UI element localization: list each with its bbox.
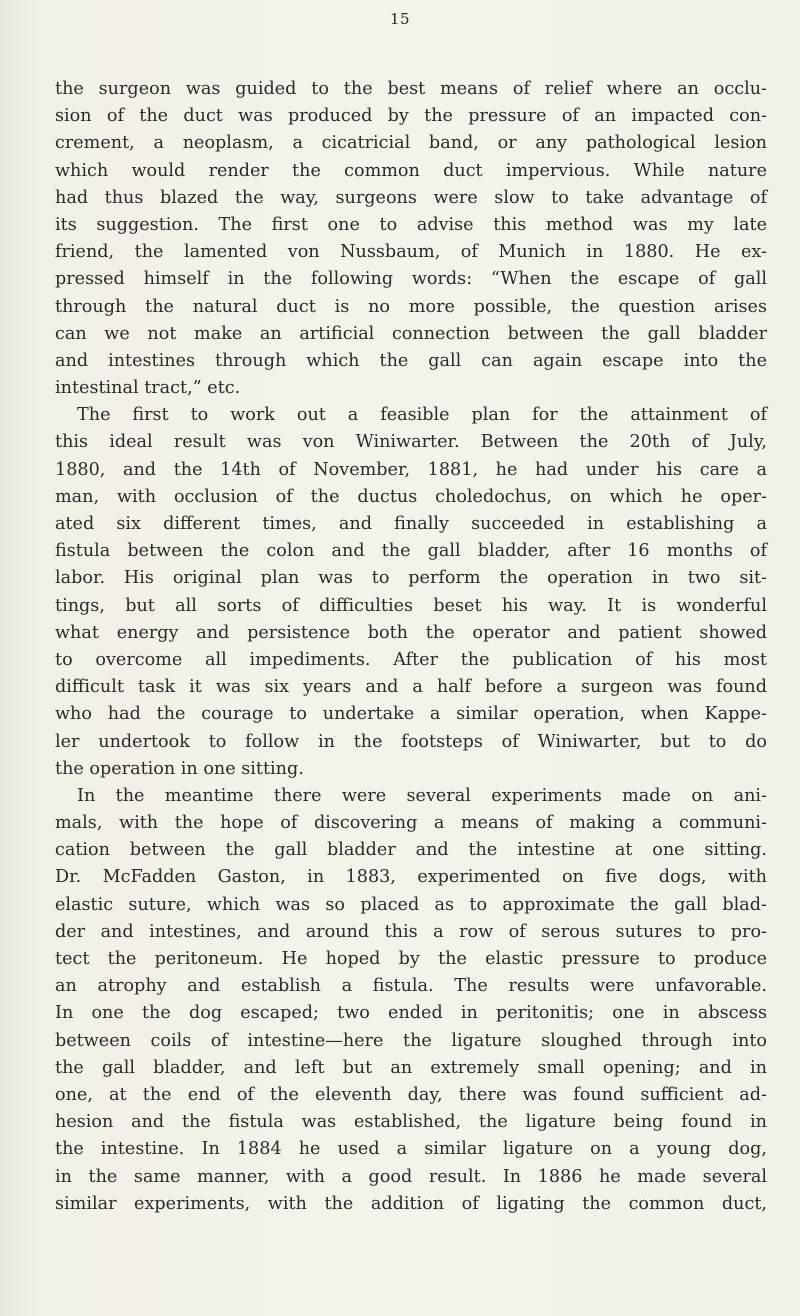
text-line: which would render the common duct impervious. While nature bbox=[55, 160, 767, 181]
text-line: friend, the lamented von Nussbaum, of Munich in 1880. He ex- bbox=[55, 242, 767, 263]
text-line: cation between the gall bladder and the intestine at one sitting. bbox=[55, 840, 767, 861]
text-line: through the natural duct is no more possible, the question arises bbox=[55, 296, 767, 317]
text-line: to overcome all impediments. After the publication of his most bbox=[55, 649, 767, 670]
text-line: intestinal tract,” etc. bbox=[55, 378, 241, 399]
text-line: Dr. McFadden Gaston, in 1883, experimented on five dogs, with bbox=[55, 867, 767, 888]
text-line: hesion and the fistula was established, the ligature being found in bbox=[55, 1112, 767, 1133]
text-line: had thus blazed the way, surgeons were slow to take advantage of bbox=[55, 187, 767, 208]
text-line: In one the dog escaped; two ended in peritonitis; one in abscess bbox=[55, 1003, 767, 1024]
text-line: sion of the duct was produced by the pressure of an impacted con- bbox=[55, 106, 767, 127]
text-line: between coils of intestine—here the ligature sloughed through into bbox=[55, 1030, 767, 1051]
text-line: and intestines through which the gall can again escape into the bbox=[55, 350, 767, 371]
text-line: what energy and persistence both the operator and patient showed bbox=[55, 622, 767, 643]
text-line: labor. His original plan was to perform the operation in two sit- bbox=[55, 568, 767, 589]
text-line: the gall bladder, and left but an extremely small opening; and in bbox=[55, 1057, 767, 1078]
text-line: ated six different times, and finally succeeded in establishing a bbox=[55, 514, 767, 534]
text-line: its suggestion. The first one to advise this method was my late bbox=[55, 214, 767, 235]
text-line: one, at the end of the eleventh day, there was found sufficient ad- bbox=[55, 1084, 767, 1105]
text-line: the surgeon was guided to the best means of relief where an occlu- bbox=[55, 79, 767, 99]
text-line: man, with occlusion of the ductus choledochus, on which he oper- bbox=[55, 486, 767, 507]
text-line: der and intestines, and around this a row of serous sutures to pro- bbox=[55, 921, 767, 942]
page-number: 15 bbox=[389, 10, 411, 28]
text-line: can we not make an artificial connection between the gall bladder bbox=[55, 323, 767, 344]
text-line: mals, with the hope of discovering a means of making a communi- bbox=[55, 813, 767, 834]
body-text bbox=[55, 76, 767, 1218]
text-line: who had the courage to undertake a similar operation, when Kappe- bbox=[55, 704, 767, 725]
text-line: this ideal result was von Winiwarter. Between the 20th of July, bbox=[55, 432, 767, 453]
text-line: the intestine. In 1884 he used a similar ligature on a young dog, bbox=[55, 1139, 767, 1160]
text-line: the operation in one sitting. bbox=[55, 758, 304, 779]
text-line: In the meantime there were several experiments made on ani- bbox=[77, 785, 767, 806]
text-line: fistula between the colon and the gall bladder, after 16 months of bbox=[55, 541, 767, 562]
text-line: ler undertook to follow in the footsteps of Winiwarter, but to do bbox=[55, 731, 767, 752]
text-line: pressed himself in the following words: “When the escape of gall bbox=[55, 269, 767, 290]
text-line: tect the peritoneum. He hoped by the elastic pressure to produce bbox=[55, 949, 767, 969]
text-line: tings, but all sorts of difficulties beset his way. It is wonderful bbox=[55, 595, 767, 616]
text-line: similar experiments, with the addition of ligating the common duct, bbox=[55, 1193, 767, 1214]
text-line: difficult task it was six years and a half before a surgeon was found bbox=[55, 677, 767, 698]
text-line: elastic suture, which was so placed as to approximate the gall blad- bbox=[55, 894, 767, 915]
text-line: in the same manner, with a good result. In 1886 he made several bbox=[55, 1166, 767, 1187]
text-line: 1880, and the 14th of November, 1881, he had under his care a bbox=[55, 459, 767, 480]
text-line: The first to work out a feasible plan for the attainment of bbox=[77, 405, 767, 426]
text-line: crement, a neoplasm, a cicatricial band, or any pathological lesion bbox=[55, 133, 767, 154]
text-line: an atrophy and establish a fistula. The results were unfavorable. bbox=[55, 976, 767, 997]
